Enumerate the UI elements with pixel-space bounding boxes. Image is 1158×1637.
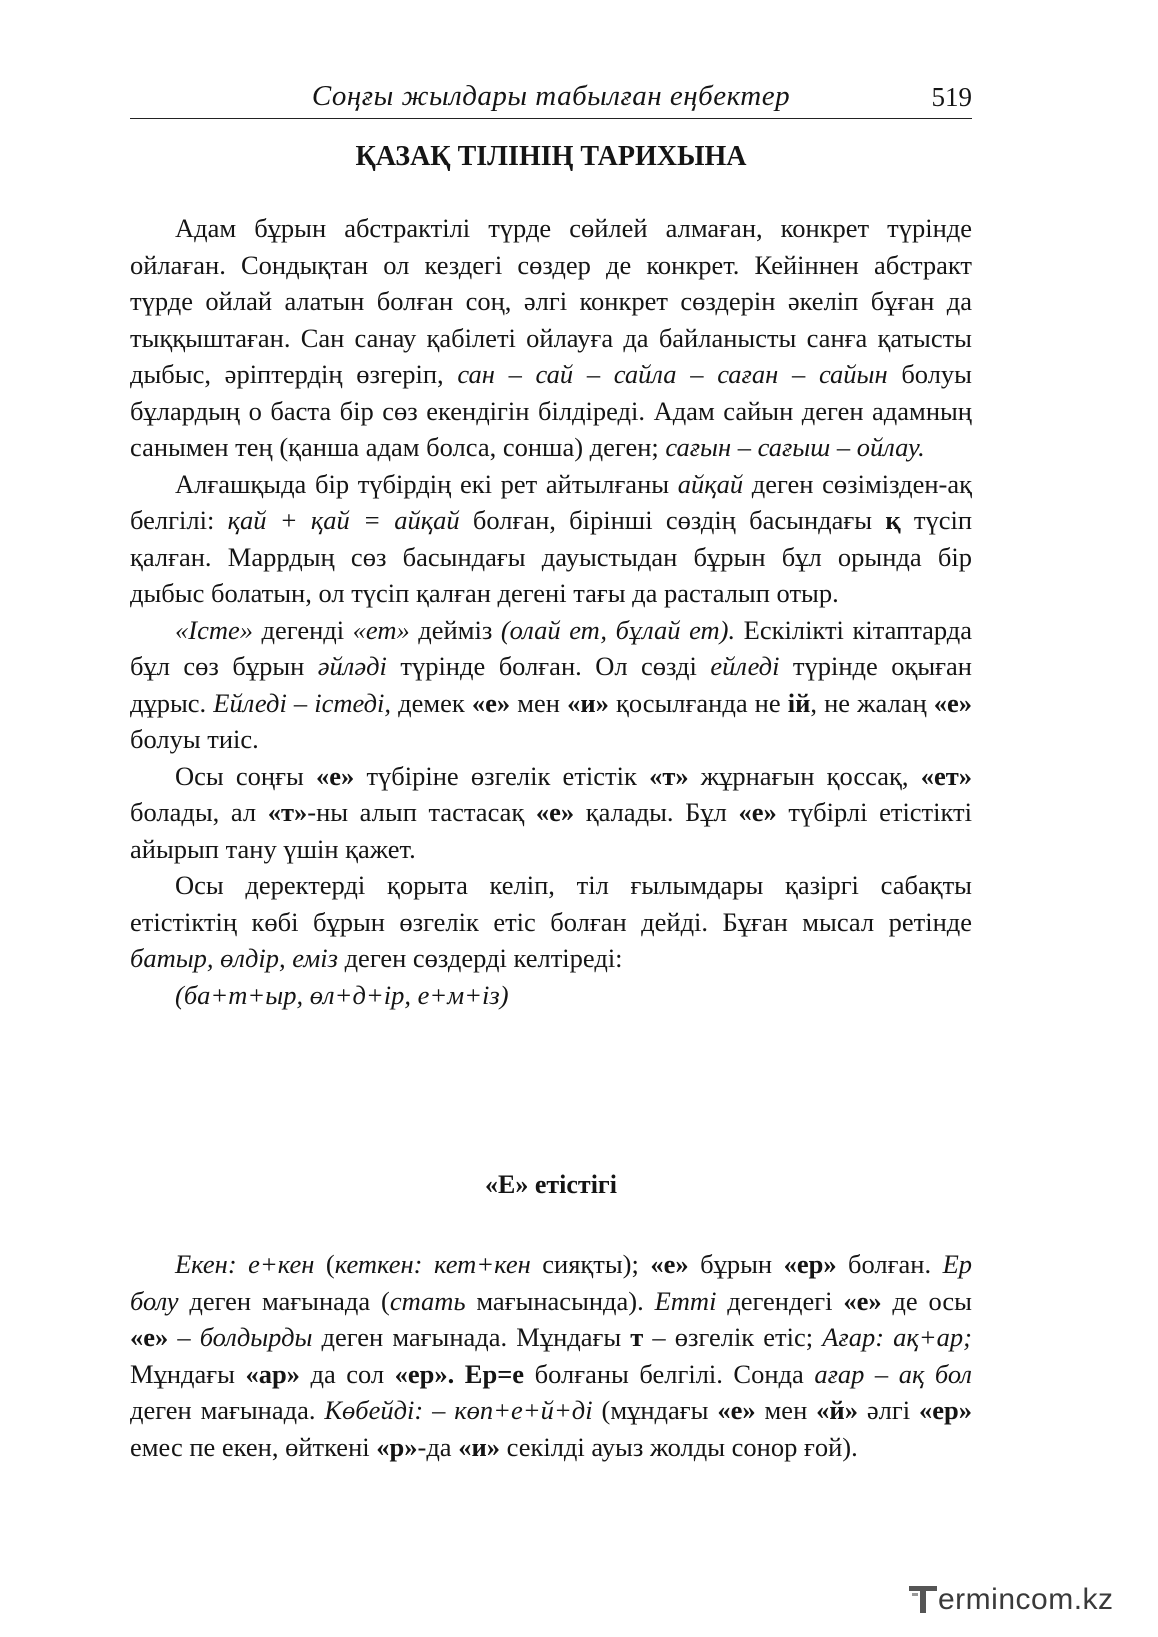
text-run: деген сөздерді келтіреді:: [337, 943, 623, 973]
italic-run: Ағар: ақ+ар;: [822, 1322, 972, 1352]
bold-run: «е»: [130, 1322, 169, 1352]
text-run: –: [168, 1322, 200, 1352]
text-run: -да: [417, 1431, 459, 1462]
paragraph: [130, 210, 972, 466]
italic-run: (олай ет, бұлай ет).: [500, 614, 736, 645]
text-run: дегендегі: [716, 1285, 844, 1316]
text-run: сияқты);: [530, 1249, 651, 1279]
text-run: түрінде болған. Ол сөзді: [386, 651, 711, 681]
text-run: деген мағынада. Мұндағы: [312, 1322, 631, 1352]
italic-run: Ер болу: [130, 1249, 973, 1316]
italic-run: қай + қай = айқай: [227, 505, 460, 535]
article-title: ҚАЗАҚ ТІЛІНІҢ ТАРИХЫНА: [355, 141, 747, 172]
bold-run: ій: [787, 687, 811, 718]
bold-run: «е»: [535, 797, 575, 827]
text-run: дейміз: [409, 614, 501, 645]
italic-run: кеткен: кет+кен: [334, 1249, 531, 1279]
italic-run: болдырды: [199, 1322, 313, 1352]
text-run: әлгі: [857, 1395, 920, 1425]
text-run: , не жалаң: [810, 687, 934, 718]
text-run: түсіп қалған. Маррдың сөз басындағы дауыстыдан бұрын бұл орында бір дыбыс болатын, ол түсіп қалған дегені тағы да расталып отыр.: [130, 505, 972, 608]
text-run: секілді ауыз жолды сонор ғой).: [499, 1431, 858, 1462]
bold-run: «р»: [376, 1431, 418, 1462]
italic-run: ағар – ақ бол: [814, 1358, 972, 1389]
text-run: Адам бұрын абстрактілі түрде сөйлей алмаған, конкрет түрінде ойлаған. Сондықтан ол кездегі сөздер де конкрет. Кейіннен абстракт түрде ойлай алатын болған соң, әлгі конкрет сөздерін әкеліп бұған да тыққыштаған. Сан санау қабілеті ойлауға да байланысты санға қатысты дыбыс, әріптердің өзгеріп,: [130, 213, 972, 389]
text-run: емес пе екен, өйткені: [130, 1431, 377, 1462]
italic-run: ейледі: [710, 651, 780, 681]
italic-run: әйләді: [317, 651, 387, 681]
text-run: жұрнағын қоссақ,: [688, 760, 921, 791]
text-run: қосылғанда не: [608, 687, 788, 718]
text-run: дегенді: [253, 614, 353, 645]
bold-run: «е»: [717, 1395, 756, 1425]
text-run: түрінде оқыған дұрыс.: [130, 651, 972, 718]
paragraph: [130, 977, 972, 1014]
text-run: Ескілікті кітаптарда бұл сөз бұрын: [130, 614, 972, 681]
text-run: демек: [391, 687, 472, 718]
bold-run: «т»: [649, 760, 689, 791]
text-run: Мұндағы: [130, 1358, 246, 1389]
text-run: мен: [510, 687, 568, 718]
text-run: болған, бірінші сөздің басындағы: [459, 505, 886, 535]
italic-run: «ет»: [352, 614, 410, 645]
text-run: деген сөзімізден-ақ белгілі:: [130, 468, 972, 535]
text-run: (: [314, 1249, 335, 1279]
text-run: қалады. Бұл: [574, 797, 739, 827]
bold-run: «ер»: [783, 1249, 837, 1279]
running-title: Соңғы жылдары табылған еңбектер: [311, 80, 791, 112]
text-run: түбірлі етістікті айырып тану үшін қажет.: [130, 797, 972, 864]
text-run: болады, ал: [130, 797, 268, 827]
paragraph: [130, 612, 972, 758]
bold-run: «и»: [567, 687, 609, 718]
text-run: [454, 1359, 465, 1389]
bold-run: т: [630, 1322, 644, 1352]
bold-run: «и»: [458, 1431, 500, 1462]
text-run: Алғашқыда бір түбірдің екі рет айтылғаны: [175, 468, 678, 499]
bold-run: «й»: [816, 1395, 858, 1425]
italic-run: Көбейді: – көп+е+й+ді: [324, 1395, 593, 1425]
paragraph: [130, 1246, 972, 1465]
text-run: болған.: [836, 1249, 943, 1279]
page-number: 519: [931, 82, 972, 112]
text-run: де осы: [881, 1285, 972, 1316]
italic-run: батыр, өлдір, еміз: [130, 943, 338, 973]
italic-run: сан – сай – сайла – саған – сайын: [457, 359, 888, 389]
bold-run: «е»: [933, 687, 972, 718]
termincom-logo-icon: [908, 1583, 938, 1615]
bold-run: «т»: [267, 797, 308, 827]
bold-run: «ер».: [394, 1358, 455, 1389]
italic-run: «Істе»: [175, 614, 253, 645]
text-run: бұрын: [688, 1249, 784, 1279]
bold-run: «ер»: [919, 1395, 973, 1425]
bold-run: «е»: [471, 687, 511, 718]
bold-run: «ет»: [920, 760, 972, 791]
watermark: [908, 1583, 1118, 1621]
text-run: мен: [755, 1395, 817, 1425]
text-run: (мұндағы: [592, 1395, 718, 1425]
italic-run: Етті: [654, 1285, 717, 1316]
text-run: болуы тиіс.: [130, 724, 259, 754]
italic-run: Екен: е+кен: [175, 1249, 315, 1279]
text-run: түбіріне өзгелік етістік: [354, 760, 650, 791]
bold-run: «е»: [738, 797, 777, 827]
paragraph: [130, 867, 972, 977]
bold-run: «е»: [315, 760, 355, 791]
section-heading: «Е» етістігі: [485, 1170, 617, 1199]
bold-run: қ: [885, 505, 901, 535]
bold-run: «е»: [650, 1249, 689, 1279]
italic-run: Ейледі – істеді,: [213, 687, 392, 718]
text-run: Осы деректерді қорыта келіп, тіл ғылымдары қазіргі сабақты етістіктің көбі бұрын өзгелік етіс болған дейді. Бұған мысал ретінде: [130, 870, 972, 937]
bold-run: Ер=е: [464, 1358, 525, 1389]
text-run: болғаны белгілі. Сонда: [524, 1358, 815, 1389]
text-run: – өзгелік етіс;: [643, 1322, 823, 1352]
paragraph: [130, 466, 972, 612]
bold-run: «е»: [843, 1285, 882, 1316]
paragraph: [130, 758, 972, 868]
running-header: [130, 78, 972, 119]
text-run: болуы бұлардың о баста бір сөз екендігін білдіреді. Адам сайын деген адамның санымен тең (қанша адам болса, сонша) деген;: [130, 359, 972, 462]
italic-run: (ба+т+ыр, өл+д+ір, е+м+із): [175, 979, 509, 1010]
italic-run: айқай: [677, 468, 744, 499]
text-block-section: [130, 1246, 972, 1465]
text-block-main: [130, 210, 972, 1013]
text-run: да сол: [299, 1358, 395, 1389]
italic-run: сағын – сағыш – ойлау.: [665, 432, 925, 462]
text-run: деген мағынада (: [178, 1285, 390, 1316]
text-run: Осы соңғы: [175, 760, 316, 791]
text-run: деген мағынада.: [130, 1395, 325, 1425]
text-run: мағынасында).: [465, 1285, 655, 1316]
italic-run: стать: [389, 1285, 466, 1316]
watermark-text: ermincom.kz: [938, 1583, 1114, 1616]
bold-run: «ар»: [245, 1358, 300, 1389]
text-run: -ны алып тастасақ: [307, 797, 536, 827]
